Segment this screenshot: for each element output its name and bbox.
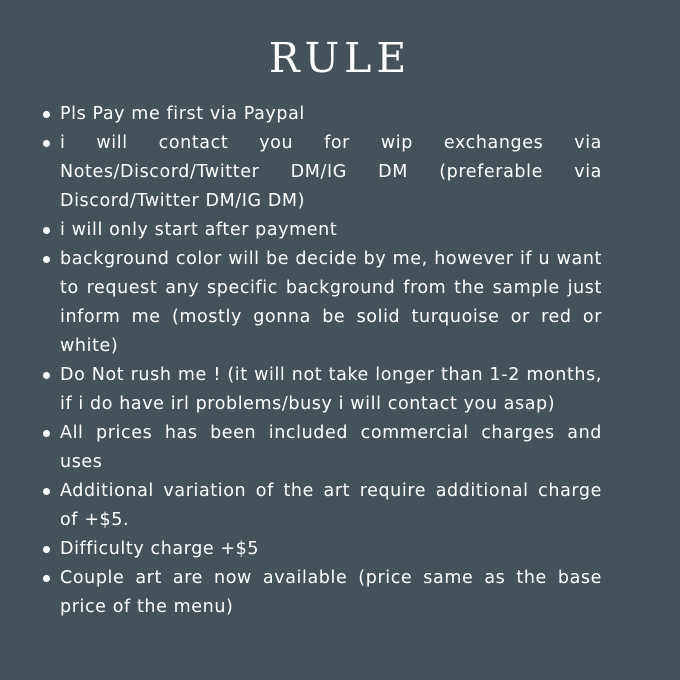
rule-item-1: Pls Pay me first via Paypal <box>60 100 602 129</box>
rule-item-9: Couple art are now available (price same as the base price of the menu) <box>60 564 602 622</box>
rule-item-4: background color will be decide by me, however if u want to request any specific background from the sample just inform me (mostly gonna be solid turquoise or red or white) <box>60 245 602 361</box>
rule-item-2: i will contact you for wip exchanges via Notes/Discord/Twitter DM/IG DM (preferable via Discord/Twitter DM/IG DM) <box>60 129 602 216</box>
rule-item-3: i will only start after payment <box>60 216 602 245</box>
rules-list <box>60 100 602 622</box>
rule-item-6: All prices has been included commercial charges and uses <box>60 419 602 477</box>
rule-item-8: Difficulty charge +$5 <box>60 535 602 564</box>
rule-item-5: Do Not rush me ! (it will not take longer than 1-2 months, if i do have irl problems/busy i will contact you asap) <box>60 361 602 419</box>
page-title: RULE <box>268 34 412 82</box>
rule-item-7: Additional variation of the art require additional charge of +$5. <box>60 477 602 535</box>
